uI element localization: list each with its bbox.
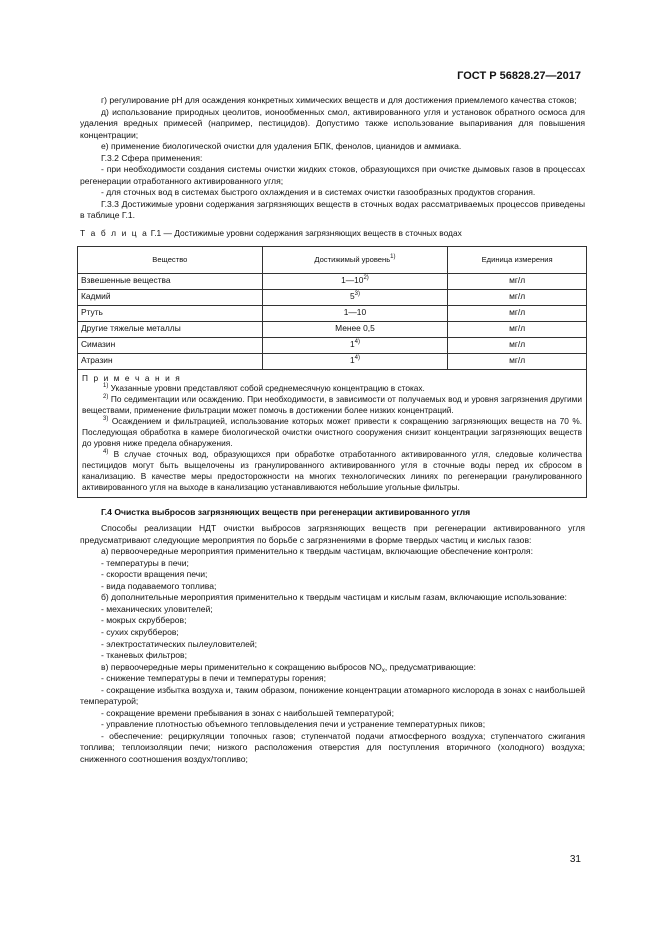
header-substance: Вещество bbox=[78, 246, 263, 273]
sub-item: - вида подаваемого топлива; bbox=[101, 580, 217, 591]
list-item-g: г) регулирование рН для осаждения конкретных химических веществ и для достижения приемлемого качества стоков; bbox=[101, 95, 577, 105]
header-level-text: Достижимый уровень bbox=[314, 254, 391, 264]
sub-item: - скорости вращения печи; bbox=[101, 569, 208, 580]
cell-unit: мг/л bbox=[448, 305, 587, 321]
section-g32-title: Г.3.2 Сфера применения: bbox=[101, 152, 203, 163]
table-caption bbox=[80, 228, 585, 240]
table-caption-prefix: Т а б л и ц а bbox=[80, 228, 149, 239]
table-row bbox=[78, 289, 587, 305]
header-level bbox=[262, 246, 448, 273]
sub-item: - механических уловителей; bbox=[101, 603, 213, 614]
cell-unit: мг/л bbox=[448, 337, 587, 353]
table-row bbox=[78, 305, 587, 321]
sub-item: - температуры в печи; bbox=[101, 557, 189, 568]
list-item-a: а) первоочередные мероприятия применительно к твердым частицам, включающие обеспечение контроля: bbox=[101, 546, 533, 557]
sub-item: - электростатических пылеуловителей; bbox=[101, 638, 258, 649]
section-g33: Г.3.3 Достижимые уровни содержания загрязняющих веществ в сточных водах рассматриваемых процессов приведены в таблице Г.1. bbox=[80, 198, 585, 221]
cell-level: 1—10 bbox=[262, 305, 448, 321]
note-item: $^{1)}$ Указанные уровни представляют собой среднемесячную концентрацию в стоках. bbox=[103, 383, 425, 394]
document-code: ГОСТ Р 56828.27—2017 bbox=[457, 70, 581, 82]
cell-substance: Кадмий bbox=[78, 289, 263, 305]
cell-level: Менее 0,5 bbox=[262, 321, 448, 337]
cell-substance: Взвешенные вещества bbox=[78, 273, 263, 289]
scope-item: - при необходимости создания системы очистки жидких стоков, образующихся при очистке дымовых газов в процессах регенерации отработанного активированного угля; bbox=[80, 164, 585, 186]
table-notes bbox=[78, 369, 587, 497]
cell-level: 5$^{3)}$ bbox=[262, 289, 448, 305]
sub-item: - сокращение избытка воздуха и, таким образом, понижение концентрации атомарного кислорода в зонах с наибольшей температурой; bbox=[80, 684, 585, 707]
table-notes-row bbox=[78, 369, 587, 497]
list-item-b: б) дополнительные мероприятия применительно к твердым частицам и кислым газам, включающие использование: bbox=[101, 592, 567, 603]
pollutant-levels-table bbox=[77, 246, 587, 498]
cell-substance: Ртуть bbox=[78, 305, 263, 321]
table-row bbox=[78, 273, 587, 289]
header-unit: Единица измерения bbox=[448, 246, 587, 273]
cell-level: 1$^{4)}$ bbox=[262, 353, 448, 369]
cell-level: 1$^{4)}$ bbox=[262, 337, 448, 353]
table-header-row bbox=[78, 246, 587, 273]
cell-substance: Атразин bbox=[78, 353, 263, 369]
notes-title: П р и м е ч а н и я bbox=[82, 372, 182, 383]
sub-item: - обеспечение: рециркуляции топочных газов; ступенчатой подачи атмосферного воздуха; ступенчатого сжигания топлива; теплоизоляции печи; низкого расположения отверстия для поступления вторичного (холодного) воздуха; сниженного соотношения воздух/топливо; bbox=[80, 730, 585, 765]
table-row bbox=[78, 353, 587, 369]
cell-substance: Другие тяжелые металлы bbox=[78, 321, 263, 337]
page-content bbox=[80, 95, 585, 766]
cell-unit: мг/л bbox=[448, 353, 587, 369]
section-g4-intro: Способы реализации НДТ очистки выбросов загрязняющих веществ при регенерации активированного угля предусматривают следующие мероприятия по борьбе с загрязнениями в форме твердых частиц и кислых газов: bbox=[80, 523, 585, 545]
cell-unit: мг/л bbox=[448, 321, 587, 337]
note-item: $^{4)}$ В случае сточных вод, образующихся при обработке отработанного активированного угля, следовые количества пестицидов могут быть выщелочены из гранулированного активированного угля в сточные воды перед их сбросом в канализацию. В качестве меры предосторожности на многих технологических линиях по регенерации гранулированного активированного угля на выходе в канализацию устанавливаются небольшие угольные фильтры. bbox=[82, 448, 582, 492]
cell-substance: Симазин bbox=[78, 337, 263, 353]
list-item-v: в) первоочередные меры применительно к сокращению выбросов $NO_x$, предусматривающие: bbox=[101, 661, 476, 674]
table-row bbox=[78, 337, 587, 353]
scope-item: - для сточных вод в системах быстрого охлаждения и в системах очистки газообразных продуктов сгорания. bbox=[101, 187, 536, 198]
note-item: $^{3)}$ Осаждением и фильтрацией, использование которых может привести к сокращению загрязняющих веществ на 70 %. Последующая обработка в камере биологической очистки очистного сооружения снизит концентрации загрязняющих веществ до уровня ниже предела обнаружения. bbox=[82, 416, 582, 448]
section-g4-title: Г.4 Очистка выбросов загрязняющих веществ при регенерации активированного угля bbox=[101, 506, 471, 517]
table-caption-text: Г.1 — Достижимые уровни содержания загрязняющих веществ в сточных водах bbox=[150, 228, 462, 239]
list-item-d: д) использование природных цеолитов, ионообменных смол, активированного угля и установок обратного осмоса для удаления вредных примесей (например, пестицидов). Допустимо также использование выпаривания для повышения концентрации; bbox=[80, 106, 585, 140]
sub-item: - управление плотностью объемного тепловыделения печи и устранение температурных пиков; bbox=[101, 719, 486, 730]
cell-level: 1—10$^{2)}$ bbox=[262, 273, 448, 289]
table-row bbox=[78, 321, 587, 337]
sub-item: - сухих скрубберов; bbox=[101, 627, 179, 637]
note-item: $^{2)}$ По седиментации или осаждению. При необходимости, в зависимости от получаемых вод и уровня загрязнения другими веществами, применение фильтрации может помочь в достижении более низких концентраций. bbox=[82, 394, 582, 416]
sub-item: - мокрых скрубберов; bbox=[101, 615, 187, 626]
sub-item: - снижение температуры в печи и температуры горения; bbox=[101, 673, 326, 684]
cell-unit: мг/л bbox=[448, 273, 587, 289]
sub-item: - сокращение времени пребывания в зонах с наибольшей температурой; bbox=[101, 707, 394, 718]
list-item-e: е) применение биологической очистки для удаления БПК, фенолов, цианидов и аммиака. bbox=[101, 141, 462, 152]
header-level-footnote: 1) bbox=[390, 253, 396, 260]
cell-unit: мг/л bbox=[448, 289, 587, 305]
sub-item: - тканевых фильтров; bbox=[101, 650, 188, 661]
page-number: 31 bbox=[569, 854, 581, 865]
